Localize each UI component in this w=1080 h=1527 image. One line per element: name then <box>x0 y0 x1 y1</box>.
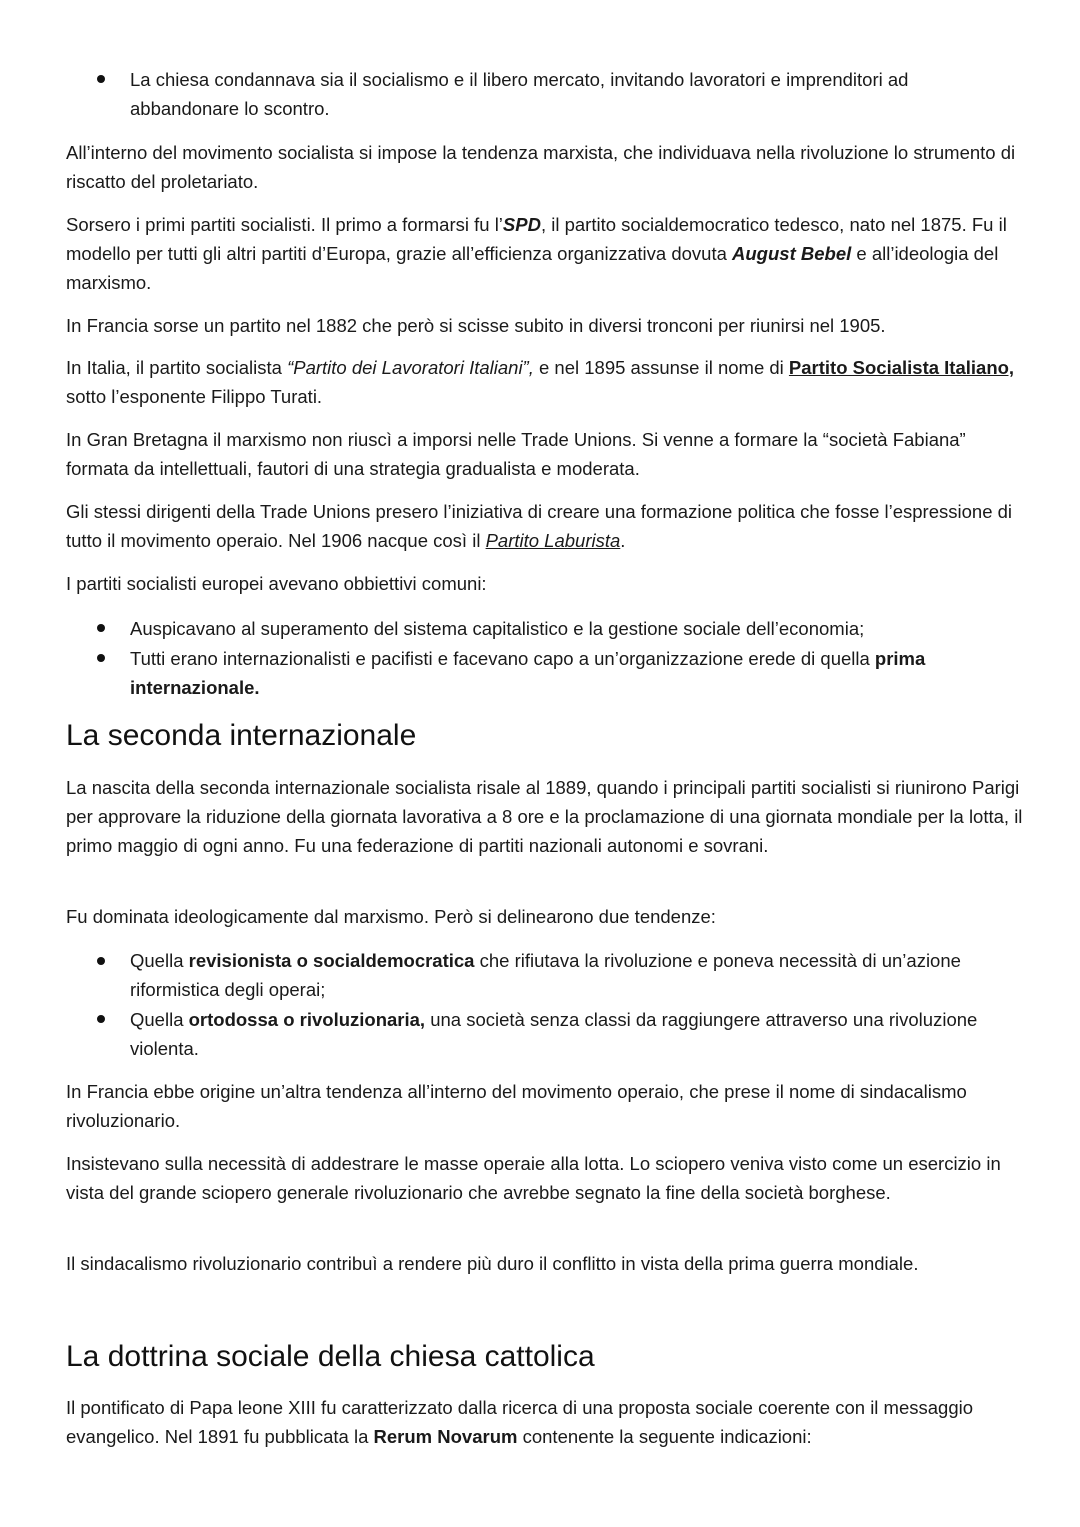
paragraph: Il sindacalismo rivoluzionario contribuì a rendere più duro il conflitto in vista della prima guerra mondiale. <box>66 1253 919 1274</box>
paragraph: In Francia sorse un partito nel 1882 che però si scisse subito in diversi tronconi per riunirsi nel 1905. <box>66 315 886 336</box>
bullet-icon <box>97 624 105 632</box>
paragraph: La nascita della seconda internazionale socialista risale al 1889, quando i principali partiti socialisti si riunirono Parigi per approvare la riduzione della giornata lavorativa a 8 ore e la proclamazione di una giornata mondiale per la lotta, il primo maggio di ogni anno. Fu una federazione di partiti nazionali autonomi e sovrani. <box>66 777 1023 856</box>
paragraph: Il pontificato di Papa leone XIII fu caratterizzato dalla ricerca di una proposta sociale coerente con il messaggio evangelico. Nel 1891 fu pubblicata la Rerum Novarum contenente la seguente indicazioni: <box>66 1397 974 1447</box>
bullet-icon <box>97 1015 105 1023</box>
bullet-icon <box>97 654 105 662</box>
paragraph: I partiti socialisti europei avevano obbiettivi comuni: <box>66 573 487 594</box>
paragraph: In Gran Bretagna il marxismo non riuscì a imporsi nelle Trade Unions. Si venne a formare la “società Fabiana” formata da intellettuali, fautori di una strategia gradualista e moderata. <box>66 429 966 479</box>
section-heading: La dottrina sociale della chiesa cattolica <box>66 1340 595 1373</box>
list-item: Quella revisionista o socialdemocratica che rifiutava la rivoluzione e poneva necessità di un’azione riformistica degli operai; <box>130 950 961 1000</box>
paragraph: Gli stessi dirigenti della Trade Unions presero l’iniziativa di creare una formazione politica che fosse l’espressione di tutto il movimento operaio. Nel 1906 nacque così il Partito Laburista. <box>66 501 1013 551</box>
list-item: La chiesa condannava sia il socialismo e il libero mercato, invitando lavoratori e imprenditori ad abbandonare lo scontro. <box>130 69 909 119</box>
bullet-icon <box>97 957 105 965</box>
paragraph: In Francia ebbe origine un’altra tendenza all’interno del movimento operaio, che prese il nome di sindacalismo rivoluzionario. <box>66 1081 967 1131</box>
paragraph: In Italia, il partito socialista “Partito dei Lavoratori Italiani”, e nel 1895 assunse il nome di Partito Socialista Italiano, sotto l’esponente Filippo Turati. <box>66 357 1015 407</box>
list-item: Auspicavano al superamento del sistema capitalistico e la gestione sociale dell’economia; <box>130 618 865 639</box>
paragraph: Insistevano sulla necessità di addestrare le masse operaie alla lotta. Lo sciopero veniva visto come un esercizio in vista del grande sciopero generale rivoluzionario che avrebbe segnato la fine della società borghese. <box>66 1153 1001 1203</box>
section-heading: La seconda internazionale <box>66 719 417 752</box>
list-item: Quella ortodossa o rivoluzionaria, una società senza classi da raggiungere attraverso una rivoluzione violenta. <box>130 1009 978 1059</box>
paragraph: Sorsero i primi partiti socialisti. Il primo a formarsi fu l’SPD, il partito socialdemocratico tedesco, nato nel 1875. Fu il modello per tutti gli altri partiti d’Europa, grazie all’efficienza organizzativa dovuta August Bebel e all’ideologia del marxismo. <box>66 214 1007 293</box>
paragraph: All’interno del movimento socialista si impose la tendenza marxista, che individuava nella rivoluzione lo strumento di riscatto del proletariato. <box>66 142 1016 192</box>
bullet-icon <box>97 75 105 83</box>
paragraph: Fu dominata ideologicamente dal marxismo. Però si delinearono due tendenze: <box>66 906 716 927</box>
list-item: Tutti erano internazionalisti e pacifisti e facevano capo a un’organizzazione erede di quella prima internazionale. <box>130 648 926 698</box>
